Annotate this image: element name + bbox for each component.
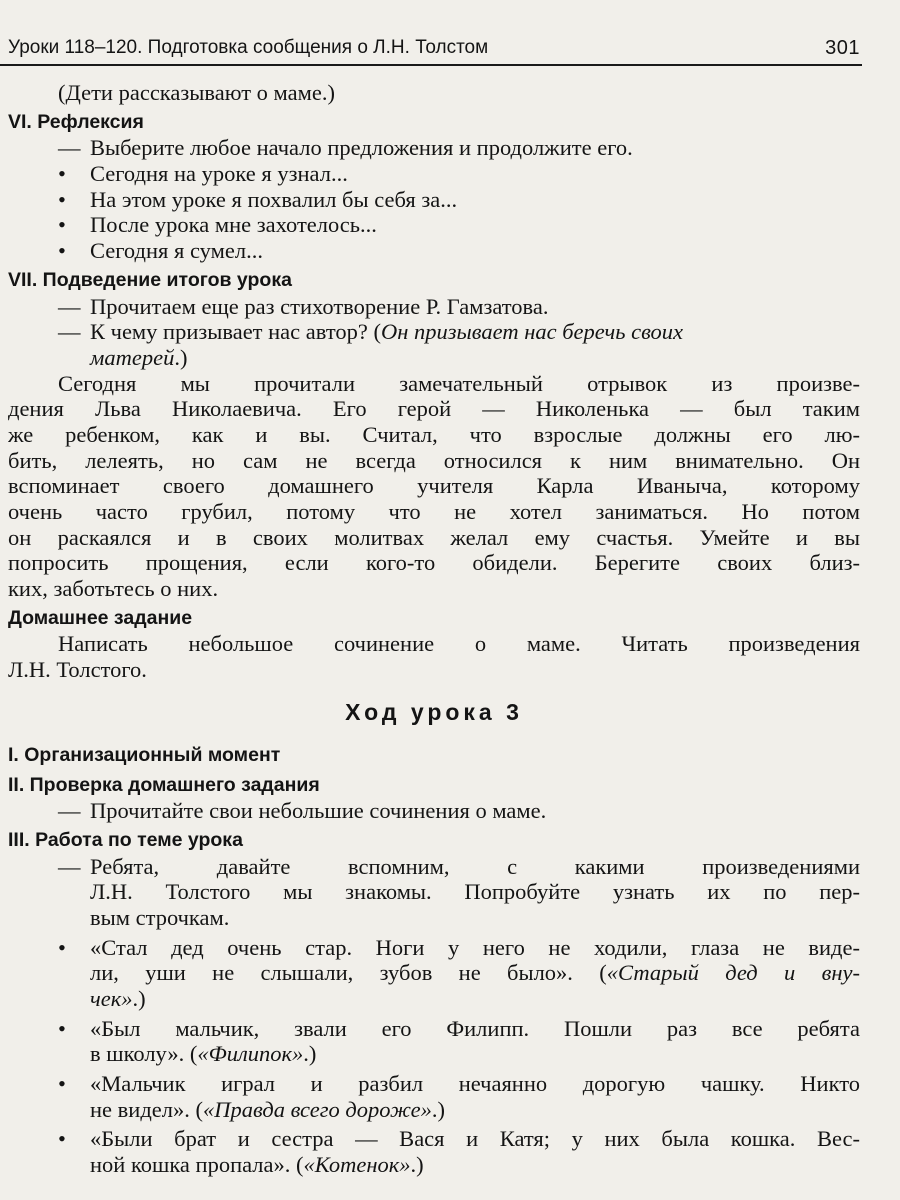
lesson3-title: Ход урока 3 — [345, 698, 523, 725]
header-rule — [0, 64, 862, 66]
quote-title: «Филипок» — [197, 1041, 304, 1067]
intro-line: (Дети рассказывают о маме.) — [58, 80, 335, 105]
reflection-heading: VI. Рефлексия — [8, 110, 144, 133]
summary-question-text: К чему призывает нас автор? ( — [90, 319, 381, 345]
quote-line — [8, 1152, 860, 1178]
summary-close: .) — [174, 344, 188, 370]
paragraph-line: попросить прощения, если кого-то обидели. Берегите своих близ- — [8, 550, 860, 576]
work-task-line: вым строчкам. — [90, 904, 230, 930]
dash-marker: — — [58, 135, 81, 161]
reflection-item — [8, 238, 860, 264]
summary-item — [8, 319, 860, 345]
running-header — [8, 36, 860, 60]
quote-line: «Был мальчик, звали его Филипп. Пошли раз все ребята — [90, 1015, 860, 1041]
reflection-item-text: Сегодня я сумел... — [90, 238, 263, 264]
dash-marker: — — [58, 319, 81, 345]
reflection-item — [8, 161, 860, 187]
bullet-marker: • — [58, 1126, 66, 1152]
quote-close: .) — [431, 1096, 445, 1122]
work-task-line: Л.Н. Толстого мы знакомы. Попробуйте узнать их по пер- — [90, 879, 860, 905]
org-heading: I. Организационный момент — [8, 743, 281, 766]
quote-line: «Мальчик играл и разбил нечаянно дорогую чашку. Никто — [90, 1071, 860, 1097]
quote-item — [8, 1071, 860, 1097]
quote-close: .) — [410, 1152, 424, 1178]
dash-marker: — — [58, 293, 81, 319]
paragraph-line: Сегодня мы прочитали замечательный отрывок из произве- — [58, 370, 860, 396]
dash-marker: — — [58, 798, 81, 824]
bullet-marker: • — [58, 238, 66, 264]
reflection-item-text: После урока мне захотелось... — [90, 212, 377, 238]
paragraph-line: бить, лелеять, но сам не всегда относился к ним внимательно. Он — [8, 447, 860, 473]
work-task-line: Ребята, давайте вспомним, с какими произведениями — [90, 853, 860, 879]
bullet-marker: • — [58, 1015, 66, 1041]
quote-line: «Стал дед очень стар. Ноги у него не ходили, глаза не виде- — [90, 934, 860, 960]
summary-answer: Он призывает нас беречь своих — [380, 319, 684, 345]
bullet-marker: • — [58, 186, 66, 212]
reflection-item — [8, 187, 860, 213]
reflection-task-text: Выберите любое начало предложения и продолжите его. — [90, 135, 633, 161]
quote-title: чек» — [90, 986, 133, 1011]
quote-line — [8, 960, 860, 986]
homework-line: Написать небольшое сочинение о маме. Читать произведения — [58, 631, 860, 657]
summary-item — [8, 294, 860, 320]
quote-line — [8, 986, 860, 1012]
bullet-marker: • — [58, 934, 66, 960]
quote-line — [8, 1041, 860, 1067]
quote-title: «Правда всего дороже» — [202, 1096, 432, 1122]
check-heading: II. Проверка домашнего задания — [8, 773, 320, 796]
paragraph-line: дения Льва Николаевича. Его герой — Николенька — был таким — [8, 396, 860, 422]
quote-line — [8, 1097, 860, 1123]
reflection-item — [8, 212, 860, 238]
work-task — [8, 854, 860, 880]
paragraph-line: вспоминает своего домашнего учителя Карла Иваныча, которому — [8, 473, 860, 499]
dash-marker: — — [58, 853, 81, 879]
summary-paragraph — [8, 371, 860, 602]
paragraph-line: ких, заботьтесь о них. — [8, 576, 219, 602]
paragraph-line: он раскаялся и в своих молитвах желал ему счастья. Умейте и вы — [8, 524, 860, 550]
bullet-marker: • — [58, 1071, 66, 1097]
quote-item — [8, 1126, 860, 1152]
quote-text: ли, уши не слышали, зубов не было». ( — [90, 960, 607, 986]
check-task: Прочитайте свои небольшие сочинения о маме. — [90, 798, 547, 824]
check-item — [8, 798, 860, 824]
bullet-marker: • — [58, 161, 66, 187]
quote-close: .) — [303, 1041, 317, 1067]
homework-heading: Домашнее задание — [8, 606, 193, 629]
quote-title: «Котенок» — [303, 1152, 411, 1178]
quote-line: «Были брат и сестра — Вася и Катя; у них была кошка. Вес- — [90, 1126, 860, 1152]
quote-close: .) — [132, 986, 146, 1011]
homework-line: Л.Н. Толстого. — [8, 657, 147, 683]
page-content — [8, 80, 860, 1178]
bullet-marker: • — [58, 212, 66, 238]
quote-title: «Старый дед и вну- — [606, 960, 860, 986]
summary-question — [90, 319, 860, 345]
reflection-item-text: Сегодня на уроке я узнал... — [90, 161, 348, 187]
summary-line: Прочитаем еще раз стихотворение Р. Гамзатова. — [90, 293, 549, 319]
reflection-task — [8, 135, 860, 161]
summary-answer-end: матерей — [90, 344, 175, 370]
quote-text: не видел». ( — [90, 1096, 203, 1122]
summary-heading: VII. Подведение итогов урока — [8, 268, 292, 291]
paragraph-line: очень часто грубил, потому что не хотел заниматься. Но потом — [8, 499, 860, 524]
reflection-item-text: На этом уроке я похвалил бы себя за... — [90, 186, 458, 212]
page-number: 301 — [825, 37, 860, 59]
work-heading: III. Работа по теме урока — [8, 828, 243, 851]
quote-text: ной кошка пропала». ( — [90, 1152, 304, 1178]
paragraph-line: же ребенком, как и вы. Считал, что взрослые должны его лю- — [8, 421, 860, 447]
quote-item — [8, 1016, 860, 1042]
quote-text: в школу». ( — [90, 1041, 198, 1067]
header-title: Уроки 118–120. Подготовка сообщения о Л.Н. Толстом — [8, 37, 489, 58]
summary-answer-cont — [8, 345, 860, 371]
quote-item — [8, 935, 860, 961]
